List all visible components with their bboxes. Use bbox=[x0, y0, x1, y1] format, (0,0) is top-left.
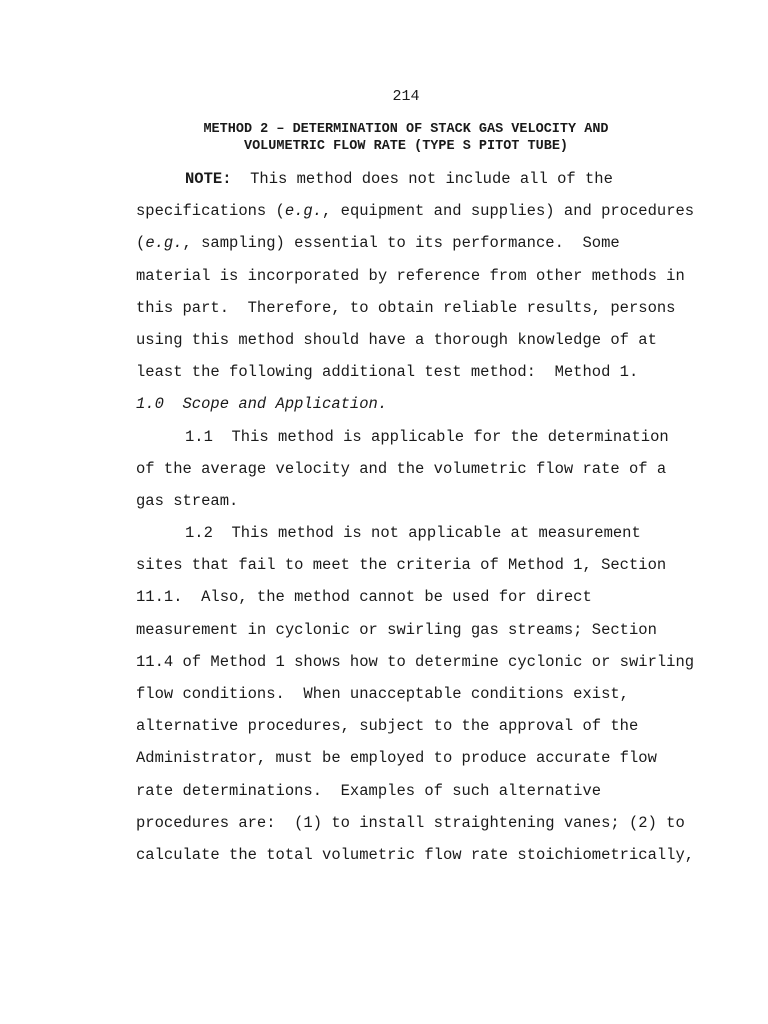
para-1-1-line: gas stream. bbox=[136, 491, 239, 510]
para-1-1-line: of the average velocity and the volumetric flow rate of a bbox=[136, 459, 667, 478]
method-title-line-2: VOLUMETRIC FLOW RATE (TYPE S PITOT TUBE) bbox=[243, 139, 569, 154]
note-line-2-eg: e.g. bbox=[284, 202, 323, 221]
para-1-2-line: calculate the total volumetric flow rate stoichiometrically, bbox=[136, 845, 695, 864]
note-line-7: least the following additional test method: Method 1. bbox=[136, 363, 639, 382]
note-label: NOTE: bbox=[185, 170, 232, 188]
note-line-2-a: specifications ( bbox=[136, 202, 285, 221]
method-title-line-1: METHOD 2 – DETERMINATION OF STACK GAS VELOCITY AND bbox=[203, 122, 609, 137]
method-title bbox=[136, 121, 676, 155]
para-1-2-line: rate determinations. Examples of such alternative bbox=[136, 781, 602, 800]
note-line-5: this part. Therefore, to obtain reliable results, persons bbox=[136, 298, 676, 317]
note-line-3-eg: e.g. bbox=[145, 234, 183, 253]
para-1-1-line: 1.1 This method is applicable for the determination bbox=[185, 427, 669, 446]
page-number: 214 bbox=[392, 88, 420, 105]
para-1-2-line: 11.1. Also, the method cannot be used for direct bbox=[136, 588, 592, 607]
para-1-2-line: 11.4 of Method 1 shows how to determine cyclonic or swirling bbox=[136, 652, 695, 671]
document-body bbox=[136, 163, 696, 871]
para-1-2-line: sites that fail to meet the criteria of Method 1, Section bbox=[136, 556, 667, 575]
note-line-6: using this method should have a thorough knowledge of at bbox=[136, 330, 657, 349]
note-line-3-a: ( bbox=[136, 234, 146, 253]
note-line-1 bbox=[136, 163, 696, 195]
para-1-2-line: alternative procedures, subject to the approval of the bbox=[136, 717, 639, 736]
para-1-2-line: measurement in cyclonic or swirling gas streams; Section bbox=[136, 620, 657, 639]
para-1-2-line: 1.2 This method is not applicable at measurement bbox=[185, 524, 641, 543]
note-line-1-text: This method does not include all of the bbox=[231, 170, 613, 188]
para-1-2-line: flow conditions. When unacceptable conditions exist, bbox=[136, 685, 629, 703]
para-1-2-line: procedures are: (1) to install straightening vanes; (2) to bbox=[136, 813, 685, 832]
note-line-4: material is incorporated by reference from other methods in bbox=[136, 266, 685, 285]
note-line-3-b: , sampling) essential to its performance. Some bbox=[182, 234, 620, 253]
para-1-2-line: Administrator, must be employed to produce accurate flow bbox=[136, 749, 657, 768]
section-heading-1-0: 1.0 Scope and Application. bbox=[136, 395, 388, 414]
note-line-2-b: , equipment and supplies) and procedures bbox=[322, 202, 695, 221]
note-line-3 bbox=[136, 227, 696, 259]
note-line-2 bbox=[136, 195, 696, 227]
